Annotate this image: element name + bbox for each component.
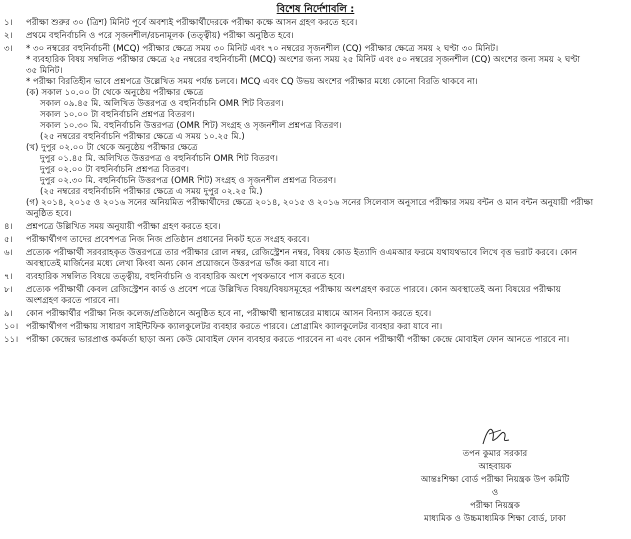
rule-text: পরীক্ষা কেন্দ্রের ভারপ্রাপ্ত কর্মকর্তা ছাড়া অন্য কেউ মোবাইল ফোন ব্যবহার করতে পারবেন না এবং কোন পরীক্ষার্থী পরীক্ষা কেন্দ্রে মোবাইল ফোন আনতে পারবে না। <box>26 335 570 345</box>
rule-item <box>4 235 626 246</box>
rule-item <box>4 335 626 346</box>
schedule-line: দুপুর ০২.০০ টা বহুনির্বাচনি প্রশ্নপত্র বিতরণ। <box>40 165 190 175</box>
rule-text: পরীক্ষার্থীগণ পরীক্ষায় সাধারণ সাইন্টিফিক ক্যালকুলেটর ব্যবহার করতে পারবে। প্রোগ্রামিং ক্যালকুলেটর ব্যবহার করা যাবে না। <box>26 322 443 332</box>
rule-text: অংশগ্রহণ করতে পারবে না। <box>26 296 120 306</box>
rule-number: ৩। <box>4 44 13 54</box>
signature-icon <box>475 424 515 448</box>
rule-text: পরীক্ষার্থীগণ তাদের প্রবেশপত্র নিজ নিজ প্রতিষ্ঠান প্রধানের নিকট হতে সংগ্রহ করবে। <box>26 235 310 245</box>
rule-text: প্রত্যেক পরীক্ষার্থী সরবরাহকৃত উত্তরপত্রে তার পরীক্ষার রোল নম্বর, রেজিস্ট্রেশন নম্বর, বিষয় কোড ইত্যাদি ওএমআর ফরমে যথাযথভাবে লিখে বৃত্ত ভরাট করবে। কোন <box>26 248 578 258</box>
rule-item <box>4 248 626 270</box>
rule-number: ৫। <box>4 235 13 245</box>
rule-item <box>4 322 626 333</box>
rule-text: (গ) ২০১৪, ২০১৫ ও ২০১৬ সনের অনিয়মিত পরীক্ষার্থীদের ক্ষেত্রে ২০১৪, ২০১৫ ও ২০১৬ সনের সিলেবাস অনুসারে পরীক্ষার সময় বন্টন ও মান বন্টন অনুযায়ী পরীক্ষা <box>26 198 594 208</box>
signatory-board: মাধ্যমিক ও উচ্চমাধ্যমিক শিক্ষা বোর্ড, ঢাকা <box>424 514 566 524</box>
signatory-role: আহবায়ক <box>478 462 512 472</box>
rule-subheading: (ক) সকাল ১০.০০ টা থেকে অনুষ্ঠেয় পরীক্ষার ক্ষেত্রে <box>26 88 204 98</box>
rule-item <box>4 44 626 220</box>
rules-list <box>4 18 626 348</box>
rule-item <box>4 285 626 307</box>
rule-number: ৮। <box>4 285 13 295</box>
notice-title: বিশেষ নির্দেশাবলি : <box>276 4 355 15</box>
rule-item <box>4 18 626 29</box>
rule-text: প্রথমে বহুনির্বাচনি ও পরে সৃজনশীল/রচনামূলক (তত্ত্বীয়) পরীক্ষা অনুষ্ঠিত হবে। <box>26 31 294 41</box>
rule-number: ১০। <box>4 322 19 332</box>
signature-block <box>370 424 620 526</box>
schedule-line: সকাল ১০.৩০ মি. বহুনির্বাচনি উত্তরপত্র (OMR শিট) সংগ্রহ ও সৃজনশীল প্রশ্নপত্র বিতরণ। <box>40 121 342 131</box>
rule-number: ৬। <box>4 248 13 258</box>
rule-number: ১। <box>4 18 13 28</box>
schedule-note: (২৫ নম্বরের বহুনির্বাচনি পরীক্ষার ক্ষেত্রে এ সময় দুপুর ০২.২৫ মি.) <box>40 187 263 197</box>
signatory-conjunction: ও <box>491 488 499 498</box>
rule-text: * ব্যবহারিক বিষয় সম্বলিত পরীক্ষার ক্ষেত্রে ২৫ নম্বরের বহুনির্বাচনী (MCQ) অংশের জন্য সময় ২৫ মিনিট এবং ৫০ নম্বরের সৃজনশীল (CQ) অংশের জন্য সময় ২ ঘণ্টা <box>26 55 580 65</box>
rule-item <box>4 309 626 320</box>
rule-text: ৩৫ মিনিট। <box>26 66 63 76</box>
schedule-note: (২৫ নম্বরের বহুনির্বাচনি পরীক্ষার ক্ষেত্রে এ সময় ১০.২৫ মি.) <box>40 132 245 142</box>
rule-number: ৯। <box>4 309 13 319</box>
rule-text: অবস্থাতেই মার্জিনের মধ্যে লেখা কিংবা অন্য কোন প্রয়োজনে উত্তরপত্র ভাঁজ করা যাবে না। <box>26 259 330 269</box>
schedule-line: সকাল ১০.০০ টা বহুনির্বাচনি প্রশ্নপত্র বিতরণ। <box>40 110 195 120</box>
rule-item <box>4 272 626 283</box>
signatory-title: পরীক্ষা নিয়ন্ত্রক <box>470 501 520 511</box>
signatory-committee: আন্তঃশিক্ষা বোর্ড পরীক্ষা নিয়ন্ত্রক উপ কমিটি <box>420 475 570 485</box>
rule-number: ২। <box>4 31 13 41</box>
rule-item <box>4 31 626 42</box>
rule-text: * ৩০ নম্বরের বহুনির্বাচনী (MCQ) পরীক্ষার ক্ষেত্রে সময় ৩০ মিনিট এবং ৭০ নম্বরের সৃজনশীল (CQ) পরীক্ষার ক্ষেত্রে সময় ২ ঘণ্টা ৩০ মিনিট। <box>26 44 499 54</box>
signatory-name: তপন কুমার সরকার <box>462 449 528 459</box>
rule-number: ১১। <box>4 335 19 345</box>
rule-number: ৪। <box>4 222 13 232</box>
schedule-line: সকাল ০৯.৪৫ মি. অলিখিত উত্তরপত্র ও বহুনির্বাচনি OMR শিট বিতরণ। <box>40 99 284 109</box>
rule-text: অনুষ্ঠিত হবে। <box>26 209 72 219</box>
rule-number: ৭। <box>4 272 13 282</box>
rule-subheading: (খ) দুপুর ০২.০০ টা থেকে অনুষ্ঠেয় পরীক্ষার ক্ষেত্রে <box>26 143 198 153</box>
rule-text: প্রশ্নপত্রে উল্লিখিত সময় অনুযায়ী পরীক্ষা গ্রহণ করতে হবে। <box>26 222 221 232</box>
rule-text: কোন পরীক্ষার্থীর পরীক্ষা নিজ কলেজ/প্রতিষ্ঠানে অনুষ্ঠিত হবে না, পরীক্ষার্থী স্থানান্তরের মাধ্যমে আসন বিন্যাস করতে হবে। <box>26 309 432 319</box>
rule-item <box>4 222 626 233</box>
schedule-line: দুপুর ০১.৪৫ মি. অলিখিত উত্তরপত্র ও বহুনির্বাচনি OMR শিট বিতরণ। <box>40 154 278 164</box>
rule-text: ব্যবহারিক সম্বলিত বিষয়ে তত্ত্বীয়, বহুনির্বাচনি ও ব্যবহারিক অংশে পৃথকভাবে পাস করতে হবে। <box>26 272 345 282</box>
schedule-line: দুপুর ০২.৩০ মি. বহুনির্বাচনি উত্তরপত্র (OMR শিট) সংগ্রহ ও সৃজনশীল প্রশ্নপত্র বিতরণ। <box>40 176 337 186</box>
rule-text: * পরীক্ষা বিরতিহীন ভাবে প্রশ্নপত্রে উল্লেখিত সময় পর্যন্ত চলবে। MCQ এবং CQ উভয় অংশের পরীক্ষার মধ্যে কোনো বিরতি থাকবে না। <box>26 77 478 87</box>
rule-text: প্রত্যেক পরীক্ষার্থী কেবল রেজিস্ট্রেশন কার্ড ও প্রবেশ পত্রে উল্লিখিত বিষয়/বিষয়সমূহের পরীক্ষায় অংশগ্রহণ করতে পারবে। কোন অবস্থাতেই অন্য বিষয়ের পরীক্ষায় <box>26 285 561 295</box>
rule-text: পরীক্ষা শুরুর ৩০ (ত্রিশ) মিনিট পূর্বে অবশ্যই পরীক্ষার্থীদেরকে পরীক্ষা কক্ষে আসন গ্রহণ করতে হবে। <box>26 18 358 28</box>
